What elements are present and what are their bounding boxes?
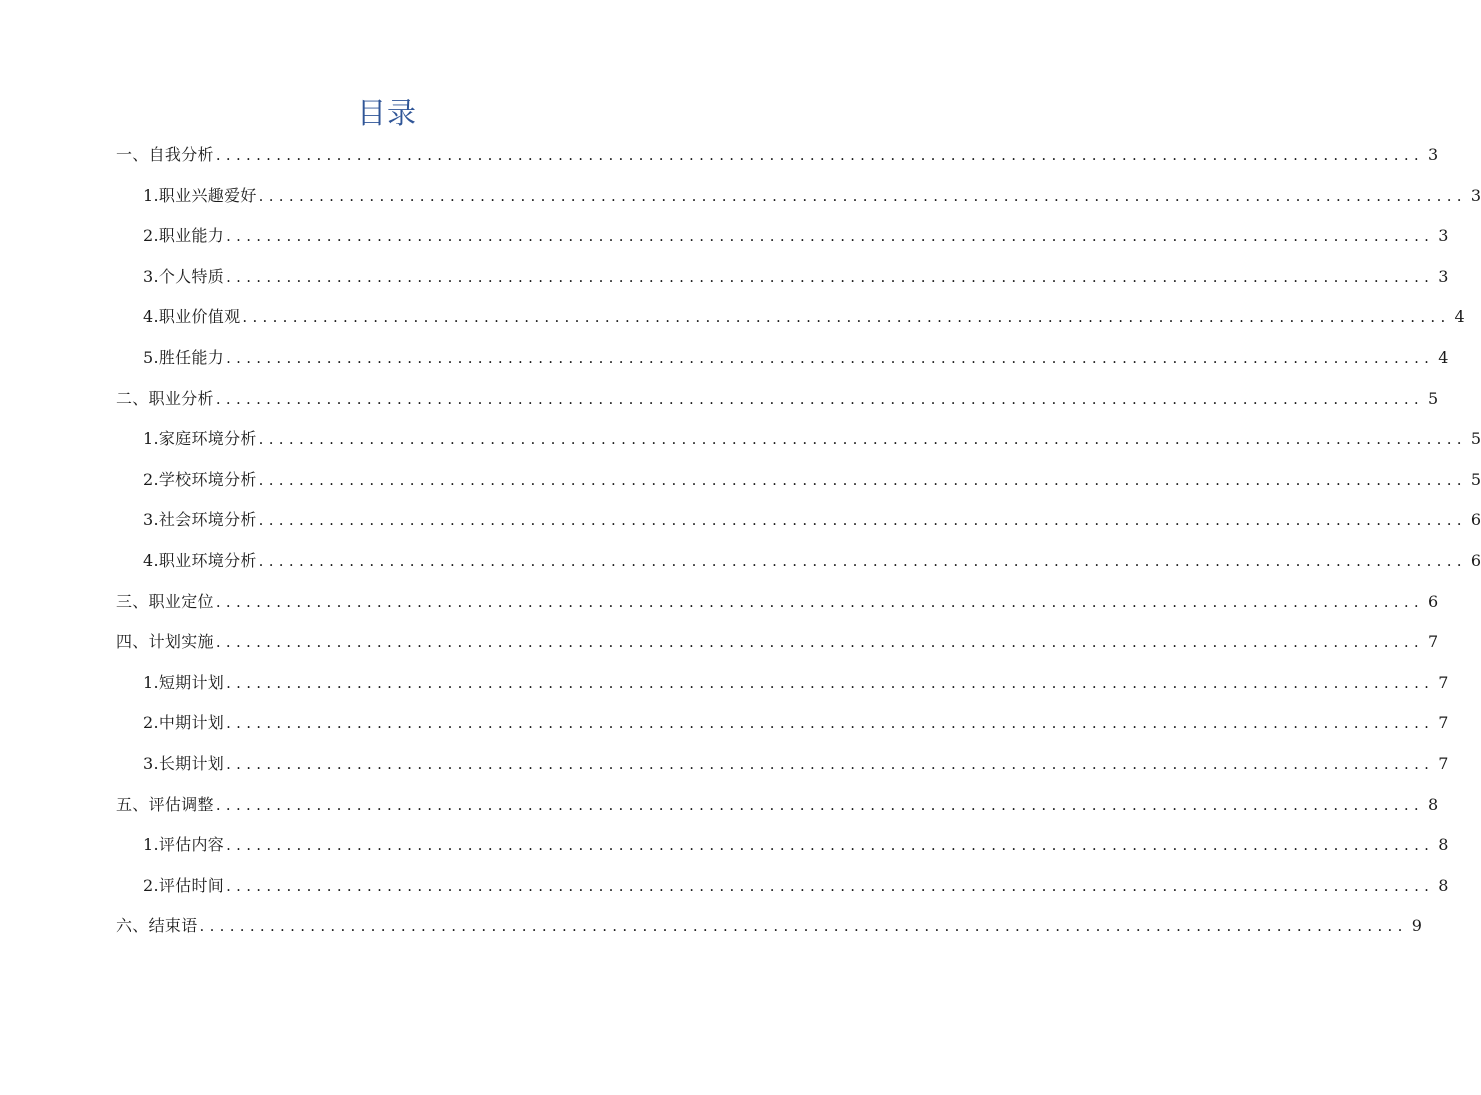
toc-title: 目录 [356,96,417,130]
toc-entry[interactable] [116,582,1439,623]
toc-entry-text: 五、评估调整 [116,794,214,814]
toc-entry[interactable] [116,825,1449,866]
toc-entry[interactable] [116,176,1481,217]
toc-entry-text: 2.评估时间 [143,875,225,895]
toc-entry[interactable] [116,785,1439,826]
toc-dot-leader: ........................................................................................................................ [242,308,1451,327]
toc-entry-text: 1.短期计划 [143,672,225,692]
toc-entry-text: 4.职业价值观 [143,307,241,327]
toc-dot-leader: ........................................................................................................................ [258,186,1467,205]
toc-dot-leader: ........................................................................................................................ [199,917,1408,936]
toc-entry-text: 3.社会环境分析 [143,510,257,530]
toc-dot-leader: ........................................................................................................................ [226,673,1435,692]
toc-entry[interactable] [116,663,1449,704]
toc-dot-leader: ........................................................................................................................ [258,551,1467,570]
toc-dot-leader: ........................................................................................................................ [226,836,1435,855]
toc-entry-text: 2.职业能力 [143,226,225,246]
toc-dot-leader: ........................................................................................................................ [226,348,1435,367]
toc-dot-leader: ........................................................................................................................ [226,227,1435,246]
toc-entry-text: 4.职业环境分析 [143,550,257,570]
toc-dot-leader: ........................................................................................................................ [215,146,1424,164]
toc-list [116,135,1481,947]
toc-entry-text: 1.家庭环境分析 [143,429,257,449]
toc-entry-text: 四、计划实施 [116,632,214,652]
toc-page-number: 3 [1470,185,1481,205]
toc-entry[interactable] [116,419,1481,460]
toc-page-number: 7 [1438,672,1449,692]
toc-entry[interactable] [116,216,1449,257]
toc-page-number: 6 [1470,550,1481,570]
toc-page-number: 6 [1470,510,1481,530]
toc-page-number: 7 [1427,632,1439,652]
toc-dot-leader: ........................................................................................................................ [215,633,1424,652]
toc-page-number: 5 [1470,469,1481,489]
toc-entry-text: 2.学校环境分析 [143,469,257,489]
toc-page-number: 8 [1427,794,1439,814]
toc-entry-text: 1.职业兴趣爱好 [143,185,257,205]
toc-entry-text: 3.个人特质 [143,266,225,286]
toc-dot-leader: ........................................................................................................................ [215,592,1424,611]
toc-dot-leader: ........................................................................................................................ [226,876,1435,895]
toc-entry-text: 二、职业分析 [116,388,214,408]
toc-page-number: 5 [1470,429,1481,449]
toc-entry[interactable] [116,906,1422,947]
toc-dot-leader: ........................................................................................................................ [215,795,1424,814]
toc-entry[interactable] [116,541,1481,582]
toc-entry[interactable] [116,338,1449,379]
toc-entry[interactable] [116,744,1449,785]
toc-page-number: 7 [1438,713,1449,733]
toc-entry[interactable] [116,297,1465,338]
toc-page-number: 8 [1438,835,1449,855]
toc-entry-text: 2.中期计划 [143,713,225,733]
toc-entry[interactable] [116,257,1449,298]
toc-entry-text: 1.评估内容 [143,835,225,855]
toc-entry[interactable] [116,460,1481,501]
toc-dot-leader: ........................................................................................................................ [258,511,1467,530]
toc-entry-text: 5.胜任能力 [143,347,225,367]
toc-dot-leader: ........................................................................................................................ [226,754,1435,773]
toc-page-number: 8 [1438,875,1449,895]
toc-dot-leader: ........................................................................................................................ [226,714,1435,733]
toc-page-number: 4 [1438,347,1449,367]
toc-page-number: 3 [1438,266,1449,286]
toc-page-number: 3 [1438,226,1449,246]
toc-page-number: 9 [1411,916,1422,936]
toc-page-number: 4 [1454,307,1465,327]
toc-page-number: 5 [1427,388,1439,408]
toc-entry-text: 一、自我分析 [116,145,214,164]
toc-entry[interactable] [116,622,1439,663]
toc-entry-text: 六、结束语 [116,916,198,936]
toc-page-number: 6 [1427,591,1439,611]
toc-entry-text: 三、职业定位 [116,591,214,611]
toc-entry-text: 3.长期计划 [143,753,225,773]
toc-dot-leader: ........................................................................................................................ [226,267,1435,286]
toc-dot-leader: ........................................................................................................................ [258,430,1467,449]
toc-dot-leader: ........................................................................................................................ [258,470,1467,489]
toc-entry[interactable] [116,703,1449,744]
toc-entry[interactable] [116,135,1439,176]
toc-entry[interactable] [116,866,1449,907]
toc-page-number: 7 [1438,753,1449,773]
toc-dot-leader: ........................................................................................................................ [215,389,1424,408]
toc-page-number: 3 [1427,145,1439,164]
toc-entry[interactable] [116,379,1439,420]
toc-entry[interactable] [116,500,1481,541]
